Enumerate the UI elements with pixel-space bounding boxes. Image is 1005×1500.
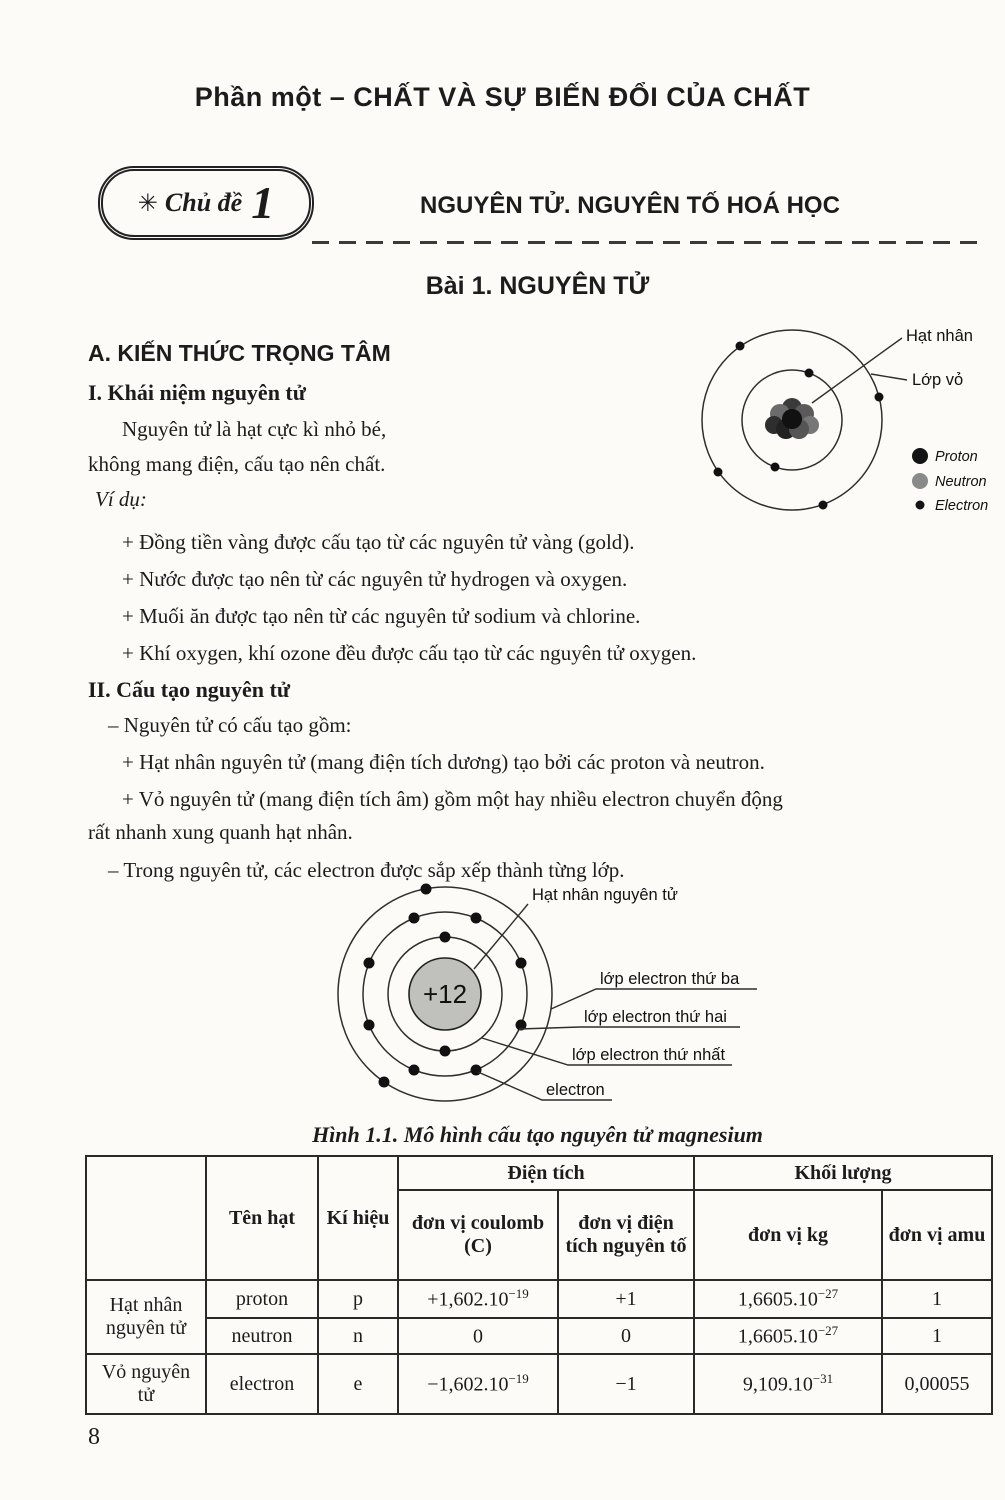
symbol-cell: n (318, 1318, 398, 1354)
neutron-icon (912, 473, 928, 489)
definition-line: không mang điện, cấu tạo nên chất. (88, 452, 386, 476)
mass-amu-cell: 1 (882, 1280, 992, 1318)
symbol-cell: p (318, 1280, 398, 1318)
mass-kg-cell (694, 1354, 882, 1414)
lesson-title: Bài 1. NGUYÊN TỬ (425, 272, 650, 300)
particle-name-cell: electron (206, 1354, 318, 1414)
proton-icon (912, 448, 928, 464)
structure-item: + Vỏ nguyên tử (mang điện tích âm) gồm một hay nhiều electron chuyển động (122, 787, 783, 811)
shell-label: Lớp vỏ (912, 371, 964, 389)
electron-label: electron (546, 1081, 605, 1099)
structure-item-continuation: rất nhanh xung quanh hạt nhân. (88, 820, 353, 844)
nucleus-cluster-icon (765, 398, 819, 439)
value-exponent: −31 (812, 1371, 834, 1387)
nucleus-pointer-line (812, 338, 902, 403)
value-base: 1,6605.10 (737, 1325, 818, 1348)
example-item: + Muối ăn được tạo nên từ các nguyên tử sodium và chlorine. (122, 604, 641, 628)
third-shell-label: lớp electron thứ ba (600, 970, 740, 988)
row-group-shell: Vỏ nguyên tử (86, 1354, 206, 1414)
mass-kg-cell (694, 1280, 882, 1318)
structure-item: + Hạt nhân nguyên tử (mang điện tích dương) tạo bởi các proton và neutron. (122, 750, 765, 774)
topic-badge-label: Chủ đề (164, 188, 243, 217)
electron-legend-label: Electron (935, 498, 989, 514)
structure-item: – Nguyên tử có cấu tạo gồm: (108, 713, 352, 737)
row-group-nucleus: Hạt nhân nguyên tử (86, 1280, 206, 1354)
value-exponent: −27 (817, 1286, 839, 1302)
structure-item: – Trong nguyên tử, các electron được sắp xếp thành từng lớp. (108, 858, 625, 882)
column-header-particle-name: Tên hạt (206, 1156, 318, 1280)
nucleus-label: Hạt nhân nguyên tử (532, 886, 678, 904)
value-base: 1,6605.10 (737, 1288, 818, 1311)
nucleus-charge-label: +12 (422, 979, 468, 1009)
example-label: Ví dụ: (95, 487, 147, 511)
value-exponent: −19 (508, 1371, 529, 1387)
column-header-elementary-charge: đơn vị điện tích nguyên tố (558, 1190, 694, 1280)
proton-legend-label: Proton (935, 449, 978, 465)
figure-legend (912, 448, 988, 514)
value-base: 9,109.10 (742, 1373, 813, 1396)
table-corner-cell (86, 1156, 206, 1280)
value-base: +1,602.10 (427, 1288, 509, 1311)
part-header: Phần một – CHẤT VÀ SỰ BIẾN ĐỔI CỦA CHẤT (194, 82, 811, 112)
mass-amu-cell: 0,00055 (882, 1354, 992, 1414)
subsection-i-heading: I. Khái niệm nguyên tử (88, 380, 306, 405)
charge-coulomb-cell (398, 1280, 558, 1318)
second-shell-pointer-line (519, 1027, 740, 1029)
value-base: 0 (473, 1325, 483, 1348)
magnesium-atom-figure (280, 876, 790, 1126)
mass-kg-cell (694, 1318, 882, 1354)
topic-badge (98, 166, 314, 240)
column-header-kg: đơn vị kg (694, 1190, 882, 1280)
second-shell-label: lớp electron thứ hai (584, 1008, 727, 1026)
value-exponent: −19 (508, 1286, 529, 1302)
section-a-heading: A. KIẾN THỨC TRỌNG TÂM (88, 340, 391, 366)
value-exponent: −27 (817, 1323, 839, 1339)
example-item: + Đồng tiền vàng được cấu tạo từ các nguyên tử vàng (gold). (122, 530, 635, 554)
table-row (86, 1354, 992, 1414)
particle-name-cell: proton (206, 1280, 318, 1318)
first-shell-label: lớp electron thứ nhất (572, 1046, 726, 1064)
charge-coulomb-cell (398, 1354, 558, 1414)
definition-line: Nguyên tử là hạt cực kì nhỏ bé, (122, 417, 387, 441)
dashed-divider (312, 241, 985, 244)
charge-coulomb-cell (398, 1318, 558, 1354)
particles-table (85, 1155, 993, 1415)
table-row (86, 1318, 992, 1354)
neutron-legend-label: Neutron (935, 474, 987, 490)
charge-elementary-cell: +1 (558, 1280, 694, 1318)
shell-pointer-line (871, 374, 907, 380)
figure-caption: Hình 1.1. Mô hình cấu tạo nguyên tử magnesium (312, 1122, 763, 1147)
table-header-row (86, 1156, 992, 1190)
column-group-mass: Khối lượng (694, 1156, 992, 1190)
mass-amu-cell: 1 (882, 1318, 992, 1354)
electron-icon (916, 501, 925, 510)
page-number: 8 (88, 1424, 100, 1450)
topic-title: NGUYÊN TỬ. NGUYÊN TỐ HOÁ HỌC (420, 192, 840, 219)
column-group-charge: Điện tích (398, 1156, 694, 1190)
column-header-coulomb: đơn vị coulomb (C) (398, 1190, 558, 1280)
particle-name-cell: neutron (206, 1318, 318, 1354)
nucleus-label: Hạt nhân (906, 327, 973, 345)
charge-elementary-cell: −1 (558, 1354, 694, 1414)
star-icon: ✳ (137, 190, 158, 217)
topic-badge-number: 1 (251, 177, 275, 228)
value-base: −1,602.10 (427, 1373, 509, 1396)
subsection-ii-heading: II. Cấu tạo nguyên tử (88, 677, 291, 702)
example-item: + Nước được tạo nên từ các nguyên tử hydrogen và oxygen. (122, 567, 628, 591)
charge-elementary-cell: 0 (558, 1318, 694, 1354)
symbol-cell: e (318, 1354, 398, 1414)
column-header-amu: đơn vị amu (882, 1190, 992, 1280)
column-header-symbol: Kí hiệu (318, 1156, 398, 1280)
atom-structure-figure (662, 308, 1000, 526)
example-item: + Khí oxygen, khí ozone đều được cấu tạo từ các nguyên tử oxygen. (122, 641, 697, 665)
table-row (86, 1280, 992, 1318)
third-shell-pointer-line (551, 989, 757, 1009)
